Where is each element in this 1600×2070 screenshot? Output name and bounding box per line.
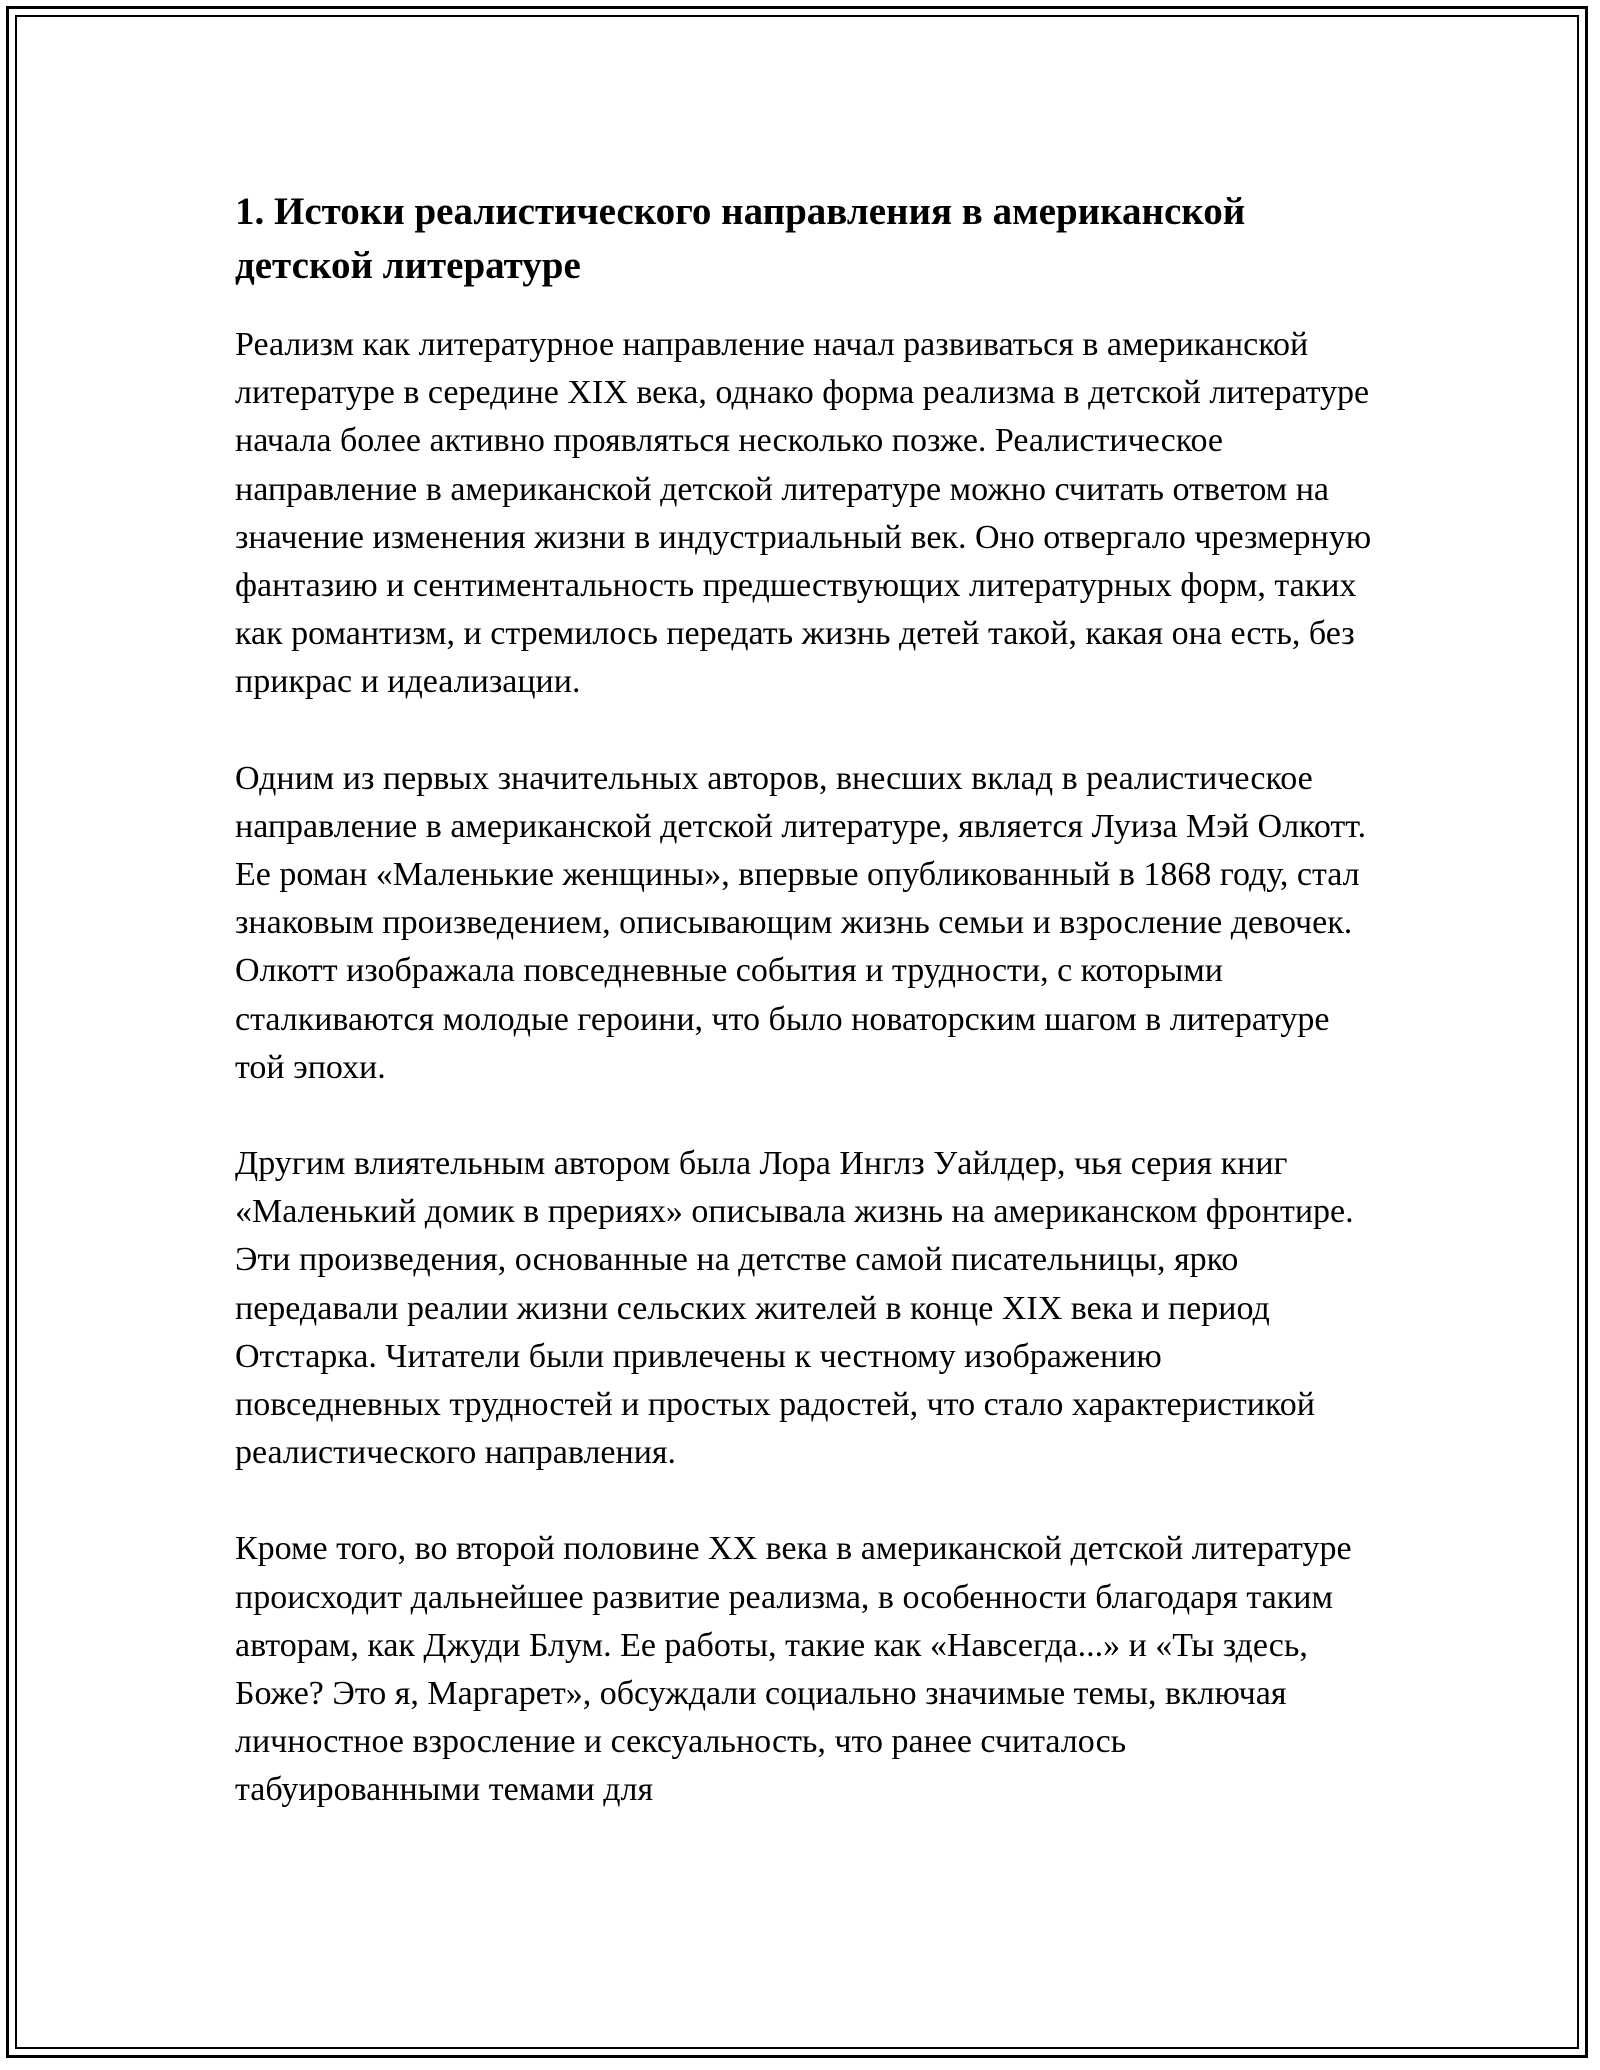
- body-paragraph-3: Другим влиятельным автором была Лора Инглз Уайлдер, чья серия книг «Маленький домик в прериях» описывала жизнь на американском фронтире. Эти произведения, основанные на детстве самой писательницы, ярко передавали реалии жизни сельских жителей в конце XIX века и период Отстарка. Читатели были привлечены к честному изображению повседневных трудностей и простых радостей, что стало характеристикой реалистического направления.: [235, 1145, 1354, 1472]
- page-content: [235, 185, 1375, 1815]
- body-paragraph-4: Кроме того, во второй половине XX века в американской детской литературе происходит дальнейшее развитие реализма, в особенности благодаря таким авторам, как Джуди Блум. Ее работы, такие как «Навсегда...» и «Ты здесь, Боже? Это я, Маргарет», обсуждали социально значимые темы, включая личностное взросление и сексуальность, что ранее считалось табуированными темами для: [235, 1530, 1352, 1809]
- body-paragraph-2: Одним из первых значительных авторов, внесших вклад в реалистическое направление в американской детской литературе, является Луиза Мэй Олкотт. Ее роман «Маленькие женщины», впервые опубликованный в 1868 году, стал знаковым произведением, описывающим жизнь семьи и взросление девочек. Олкотт изображала повседневные события и трудности, с которыми сталкиваются молодые героини, что было новаторским шагом в литературе той эпохи.: [235, 759, 1367, 1086]
- section-heading: 1. Истоки реалистического направления в американской детской литературе: [235, 190, 1246, 287]
- body-paragraph-1: Реализм как литературное направление начал развиваться в американской литературе в середине XIX века, однако форма реализма в детской литературе начала более активно проявляться несколько позже. Реалистическое направление в американской детской литературе можно считать ответом на значение изменения жизни в индустриальный век. Оно отвергало чрезмерную фантазию и сентиментальность предшествующих литературных форм, таких как романтизм, и стремилось передать жизнь детей такой, какая она есть, без прикрас и идеализации.: [235, 326, 1372, 701]
